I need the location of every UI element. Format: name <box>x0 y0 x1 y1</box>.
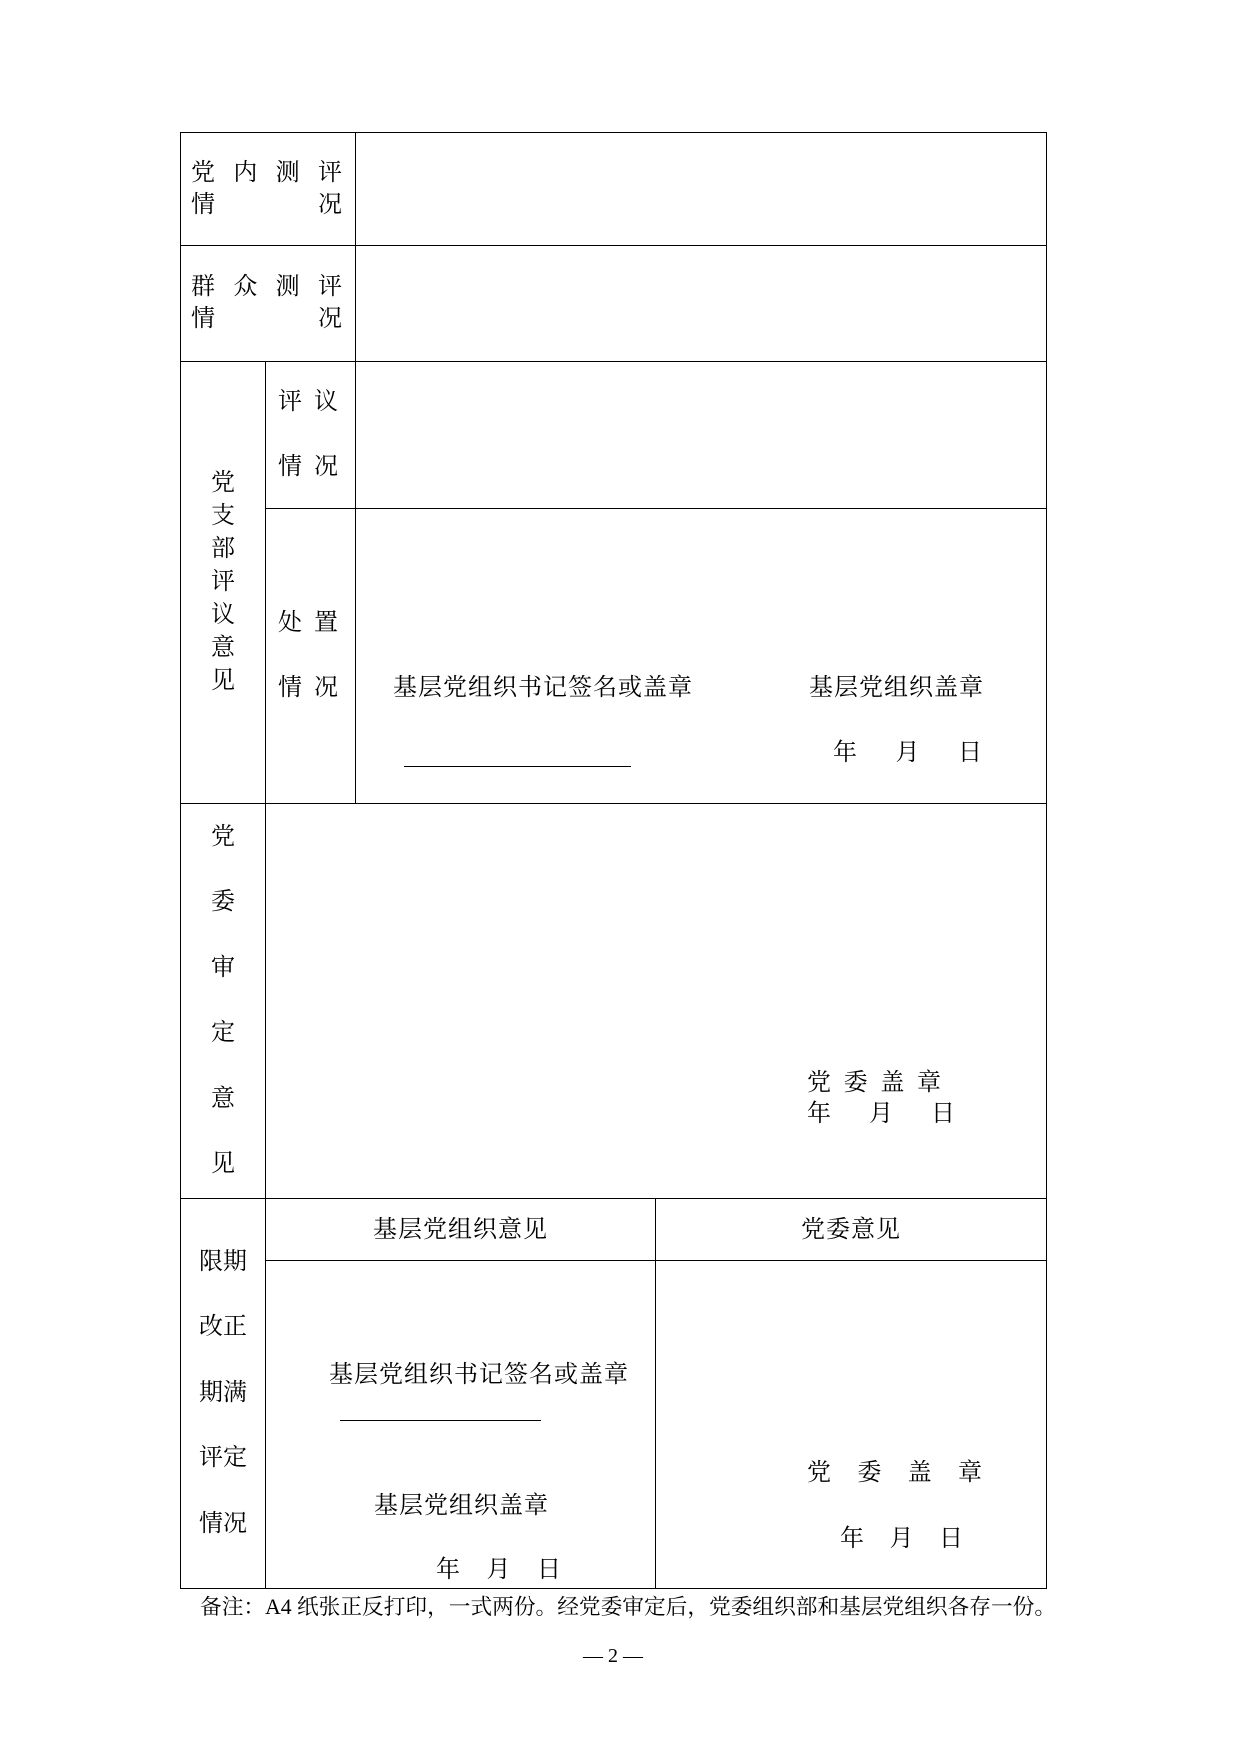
label-line: 评议 <box>278 389 338 415</box>
disposal-status-content-cell <box>355 508 1047 804</box>
public-evaluation-content-cell <box>355 245 1047 362</box>
review-status-label <box>278 370 338 500</box>
grassroots-opinion-header-cell <box>265 1198 656 1261</box>
label-line: 情况 <box>191 306 342 332</box>
grassroots-opinion-content-cell <box>265 1260 656 1589</box>
label-line: 情况 <box>278 454 338 480</box>
date-label: 年 月 日 <box>436 1557 561 1583</box>
public-evaluation-label-cell <box>180 245 356 362</box>
label-line: 情况 <box>191 192 342 218</box>
label-line: 评定 <box>199 1445 247 1472</box>
label-line: 期满 <box>199 1379 247 1406</box>
disposal-status-label-cell <box>265 508 356 804</box>
organization-seal-label: 基层党组织盖章 <box>809 675 984 701</box>
label-line: 情况 <box>199 1510 247 1537</box>
date-label: 年 月 日 <box>807 1101 955 1127</box>
footnote: 备注：A4 纸张正反打印，一式两份。经党委审定后，党委组织部和基层党组织各存一份。 <box>200 1595 1057 1619</box>
organization-seal-label: 基层党组织盖章 <box>374 1493 549 1519</box>
label-line: 情况 <box>278 675 338 701</box>
committee-seal-label: 党 委 盖 章 <box>807 1460 982 1486</box>
committee-opinion-content-cell <box>655 1260 1047 1589</box>
signature-line <box>340 1420 541 1421</box>
party-internal-evaluation-content-cell <box>355 132 1047 246</box>
committee-approval-content-cell <box>265 803 1047 1199</box>
review-status-content-cell <box>355 361 1047 509</box>
label-line: 党内测评 <box>191 160 342 186</box>
label-line: 群众测评 <box>191 274 342 300</box>
committee-approval-label: 党委审定意见 <box>211 823 235 1177</box>
evaluation-form-table <box>180 132 1047 1589</box>
public-evaluation-label <box>191 271 342 335</box>
date-label: 年 月 日 <box>833 740 982 766</box>
committee-opinion-header-cell <box>655 1198 1047 1261</box>
label-line: 改正 <box>199 1314 247 1341</box>
grassroots-opinion-header: 基层党组织意见 <box>373 1216 548 1243</box>
party-internal-evaluation-label-cell <box>180 132 356 246</box>
label-line: 限期 <box>199 1248 247 1275</box>
secretary-signature-label: 基层党组织书记签名或盖章 <box>393 675 693 701</box>
committee-seal-label: 党 委 盖 章 <box>807 1070 941 1096</box>
signature-line <box>404 766 631 767</box>
disposal-status-label <box>278 591 338 721</box>
rectification-review-label <box>199 1230 247 1558</box>
label-line: 处置 <box>278 610 338 636</box>
branch-review-label: 党支部评议意见 <box>211 470 235 694</box>
committee-opinion-header: 党委意见 <box>801 1216 901 1243</box>
rectification-review-label-cell <box>180 1198 266 1589</box>
review-status-label-cell <box>265 361 356 509</box>
secretary-signature-label: 基层党组织书记签名或盖章 <box>329 1362 629 1388</box>
date-label: 年 月 日 <box>840 1526 963 1552</box>
page-number: — 2 — <box>583 1645 643 1667</box>
branch-review-label-cell <box>180 361 266 804</box>
party-internal-evaluation-label <box>191 157 342 221</box>
committee-approval-label-cell <box>180 803 266 1199</box>
